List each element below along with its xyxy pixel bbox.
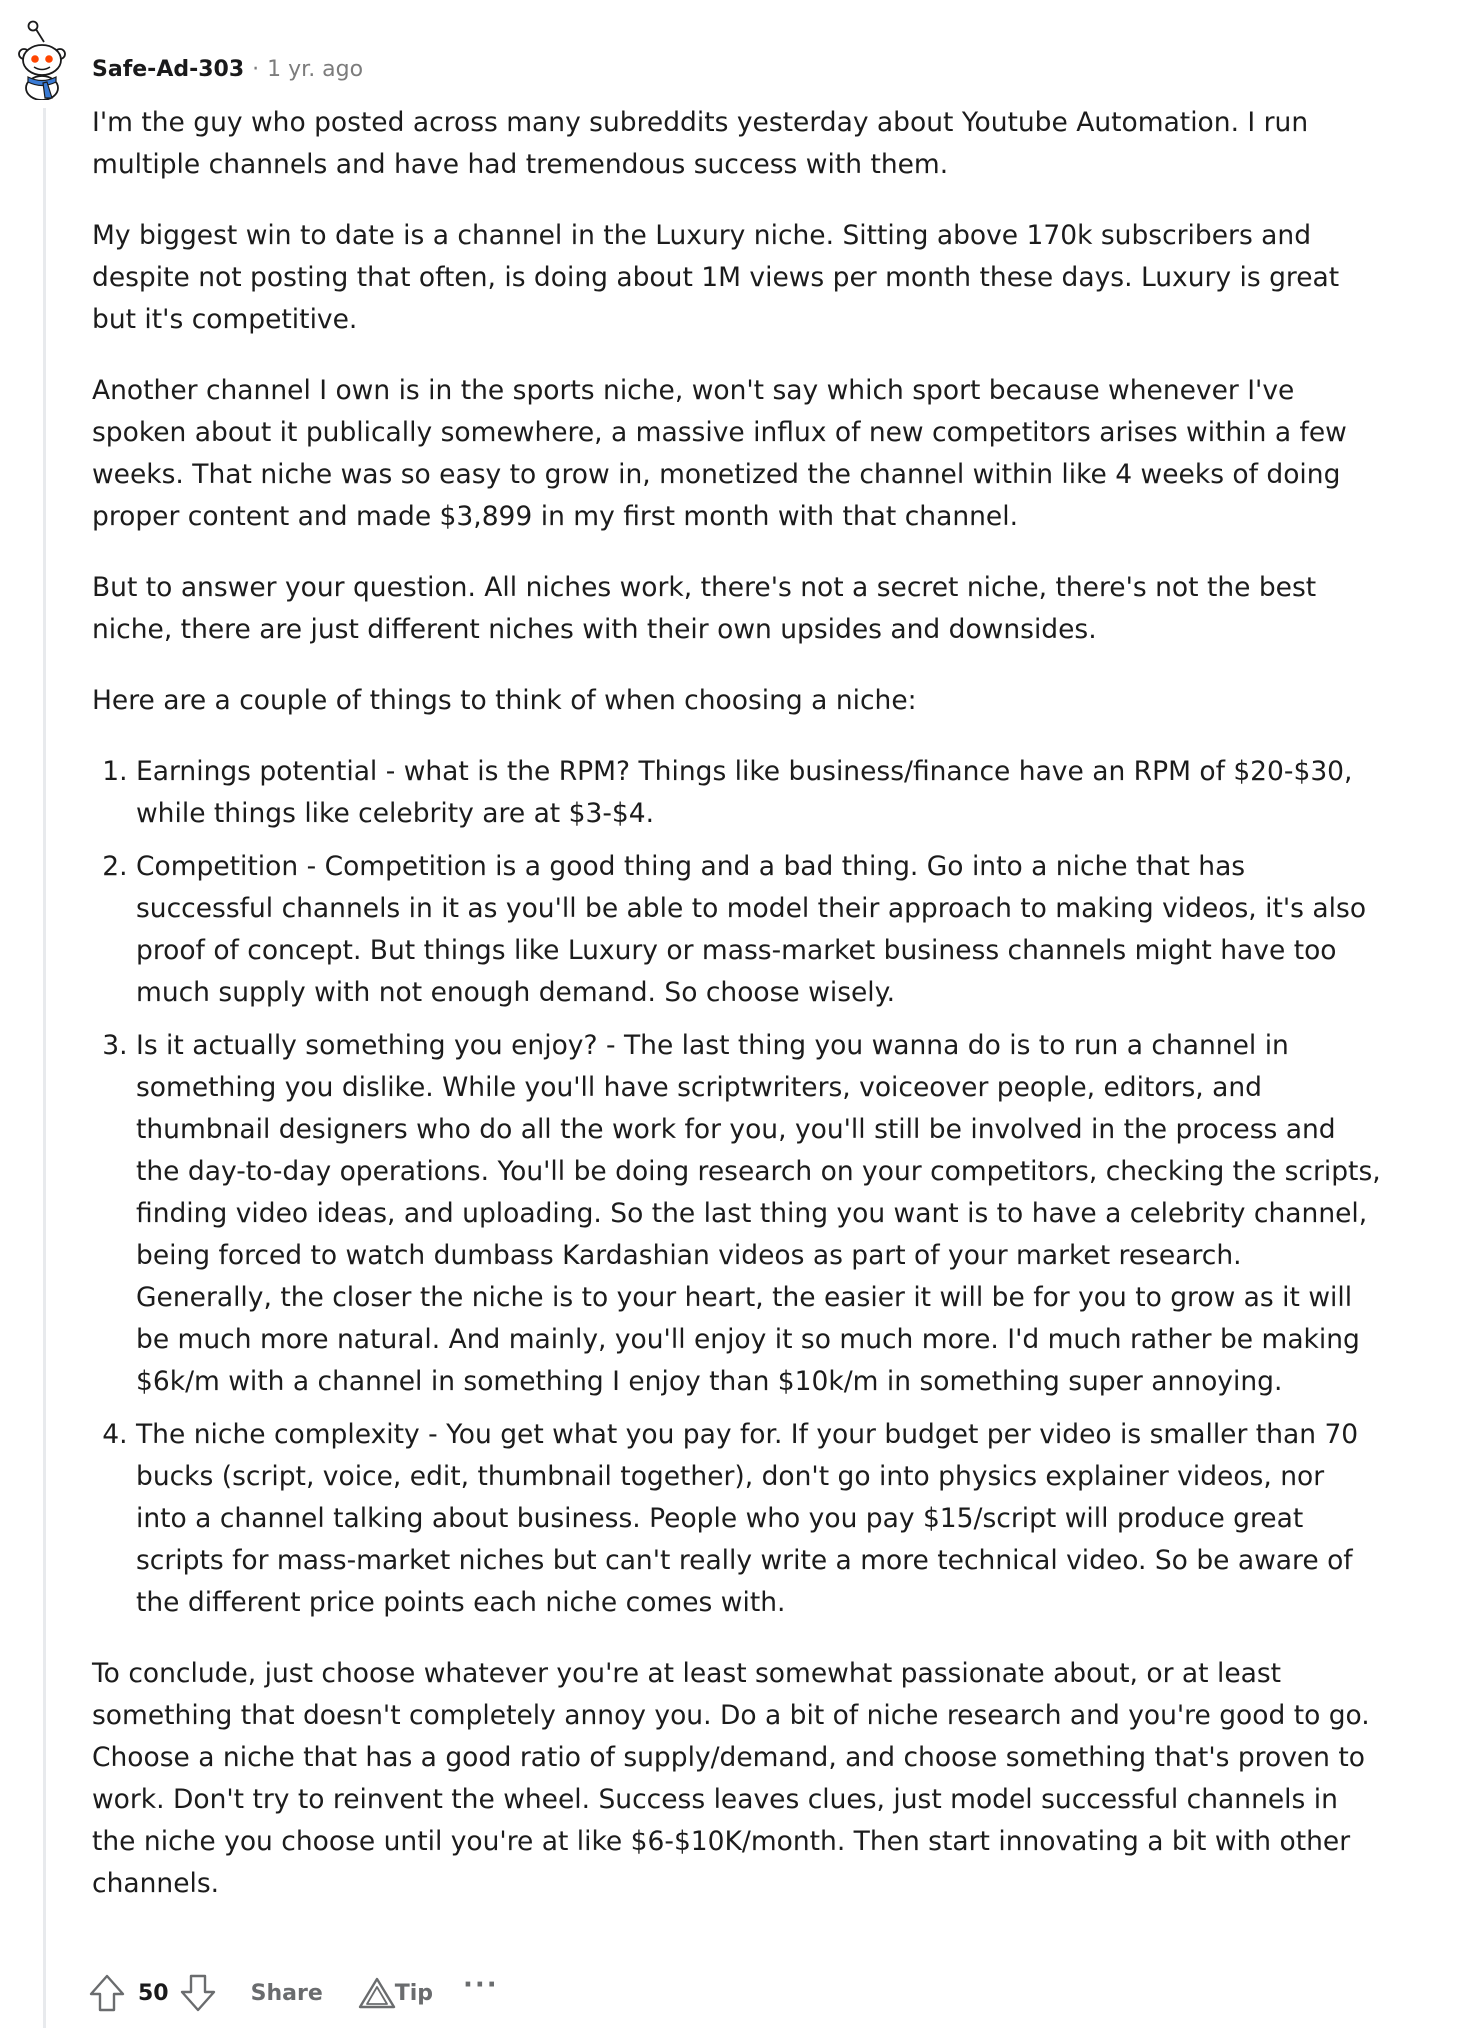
meta-separator: · xyxy=(252,56,260,82)
niche-criteria-list xyxy=(92,751,1382,1624)
comment-paragraph: My biggest win to date is a channel in the Luxury niche. Sitting above 170k subscribers and despite not posting that often, is doing about 1M views per month these days. Luxury is great but it's competitive. xyxy=(92,220,1340,335)
author-username[interactable]: Safe-Ad-303 xyxy=(92,56,245,82)
comment-timestamp[interactable]: 1 yr. ago xyxy=(267,56,364,82)
list-item: 1. Earnings potential - what is the RPM? Things like business/finance have an RPM of $20-$30, while things like celebrity are at $3-$4. xyxy=(136,751,1382,835)
comment-header xyxy=(92,54,363,84)
snoo-avatar-icon xyxy=(14,20,72,100)
downvote-icon xyxy=(179,1973,217,2013)
downvote-button[interactable] xyxy=(179,1973,217,2013)
upvote-icon xyxy=(88,1973,126,2013)
tip-label: Tip xyxy=(394,1980,434,2006)
vote-score: 50 xyxy=(138,1980,169,2006)
comment-body xyxy=(92,102,1382,1934)
more-options-button[interactable]: ··· xyxy=(463,1970,499,2000)
list-item: 4. The niche complexity - You get what you pay for. If your budget per video is smaller than 70 bucks (script, voice, edit, thumbnail together), don't go into physics explainer videos, nor into a channel talking about business. People who you pay $15/script will produce great scripts for mass-market niches but can't really write a more technical video. So be aware of the different price points each niche comes with. xyxy=(136,1414,1382,1624)
list-item: 2. Competition - Competition is a good thing and a bad thing. Go into a niche that has successful channels in it as you'll be able to model their approach to making videos, it's also proof of concept. But things like Luxury or mass-market business channels might have too much supply with not enough demand. So choose wisely. xyxy=(136,846,1382,1014)
comment-paragraph: But to answer your question. All niches work, there's not a secret niche, there's not the best niche, there are just different niches with their own upsides and downsides. xyxy=(92,572,1317,645)
tip-icon xyxy=(357,1976,397,2010)
upvote-button[interactable] xyxy=(88,1973,126,2013)
comment-paragraph: Here are a couple of things to think of when choosing a niche: xyxy=(92,685,917,716)
list-item: 3. Is it actually something you enjoy? - The last thing you wanna do is to run a channel in something you dislike. While you'll have scriptwriters, voiceover people, editors, and thumbnail designers who do all the work for you, you'll still be involved in the process and the day-to-day operations. You'll be doing research on your competitors, checking the scripts, finding video ideas, and uploading. So the last thing you want is to have a celebrity channel, being forced to watch dumbass Kardashian videos as part of your market research. Generally, the closer the niche is to your heart, the easier it will be for you to grow as it will be much more natural. And mainly, you'll enjoy it so much more. I'd much rather be making $6k/m with a channel in something I enjoy than $10k/m in something super annoying. xyxy=(136,1025,1382,1403)
tip-button[interactable] xyxy=(357,1976,433,2010)
comment-paragraph: Another channel I own is in the sports niche, won't say which sport because whenever I've spoken about it publically somewhere, a massive influx of new competitors arises within a few weeks. That niche was so easy to grow in, monetized the channel within like 4 weeks of doing proper content and made $3,899 in my first month with that channel. xyxy=(92,375,1347,532)
avatar[interactable] xyxy=(14,20,72,100)
share-button[interactable]: Share xyxy=(250,1980,323,2006)
thread-line[interactable] xyxy=(43,108,46,2028)
comment-action-bar xyxy=(88,1968,499,2018)
comment-paragraph: To conclude, just choose whatever you're at least somewhat passionate about, or at least something that doesn't completely annoy you. Do a bit of niche research and you're good to go. Choose a niche that has a good ratio of supply/demand, and choose something that's proven to work. Don't try to reinvent the wheel. Success leaves clues, just model successful channels in the niche you choose until you're at like $6-$10K/month. Then start innovating a bit with other channels. xyxy=(92,1658,1370,1899)
comment-paragraph: I'm the guy who posted across many subreddits yesterday about Youtube Automation. I run multiple channels and have had tremendous success with them. xyxy=(92,107,1309,180)
